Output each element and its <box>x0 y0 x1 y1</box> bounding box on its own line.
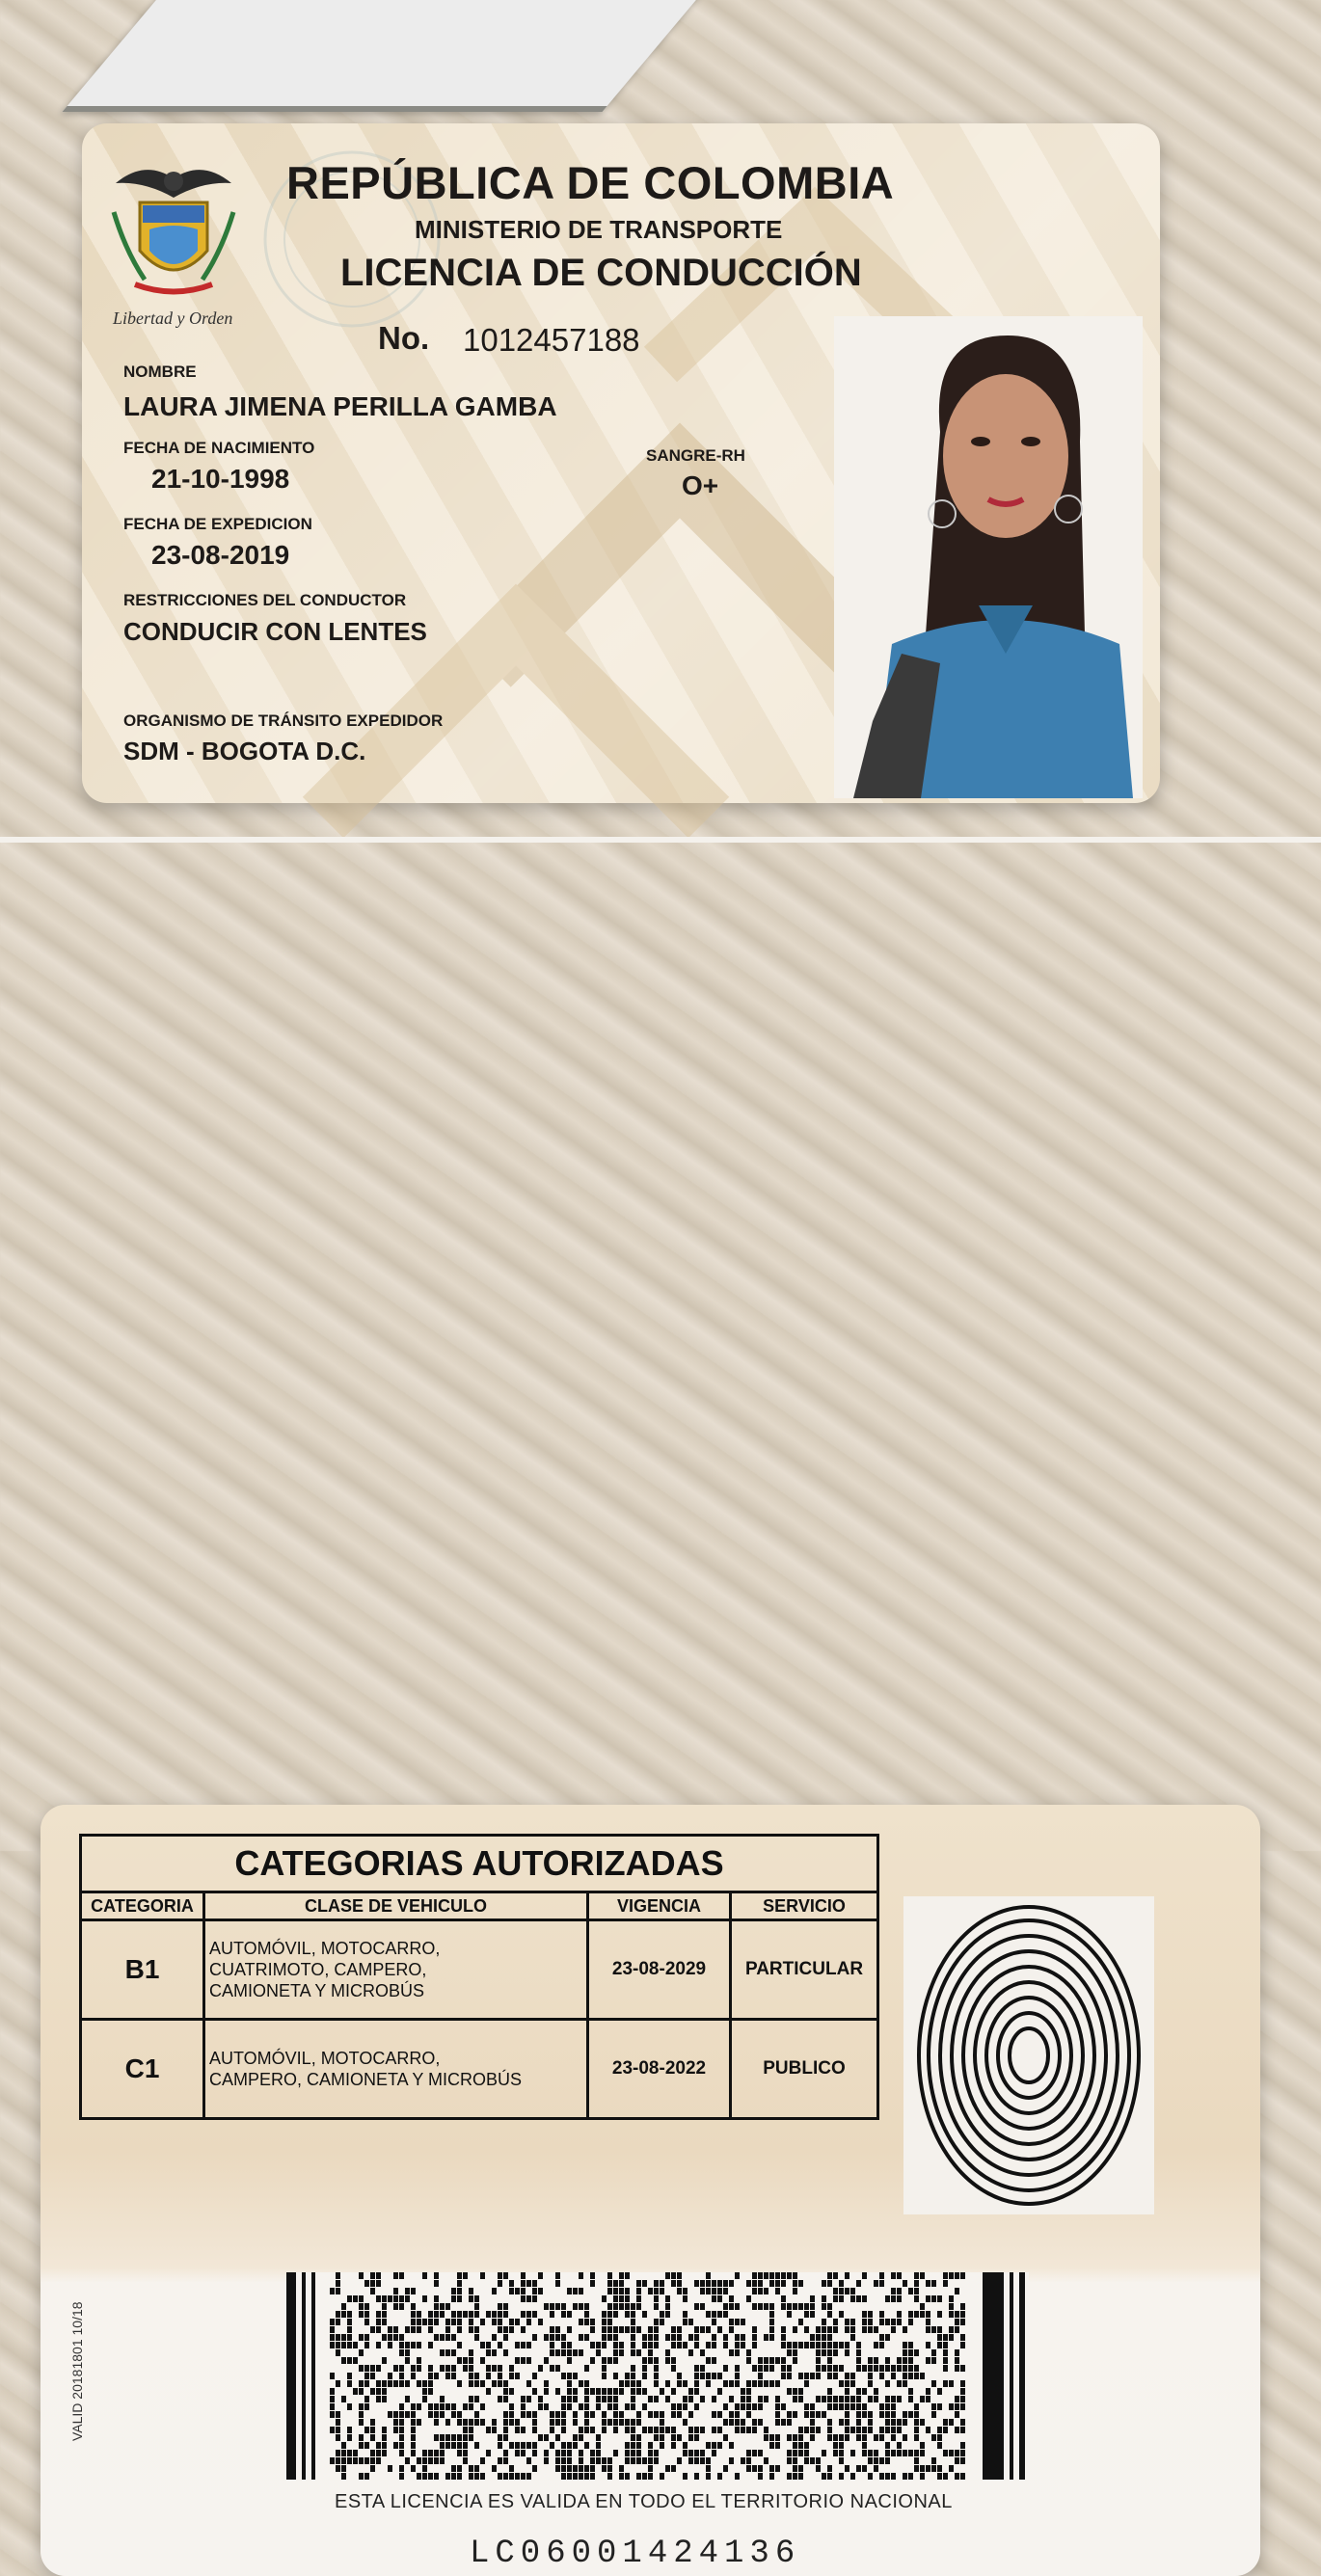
vehicle-class: AUTOMÓVIL, MOTOCARRO, CAMPERO, CAMIONETA Y MICROBÚS <box>204 2020 588 2119</box>
issue-label: FECHA DE EXPEDICION <box>123 515 312 533</box>
blood-label: SANGRE-RH <box>646 446 745 465</box>
front-photo <box>0 0 1321 839</box>
service-type: PARTICULAR <box>731 1920 878 2020</box>
vehicle-class: AUTOMÓVIL, MOTOCARRO, CUATRIMOTO, CAMPERO, CAMIONETA Y MICROBÚS <box>204 1920 588 2020</box>
back-photo <box>0 841 1321 2572</box>
card-serial: LC06001424136 <box>470 2536 801 2572</box>
table-row <box>81 1920 878 2020</box>
holder-portrait <box>834 316 1143 798</box>
pdf417-barcode <box>286 2272 1029 2480</box>
birth-label: FECHA DE NACIMIENTO <box>123 439 315 457</box>
header-vigencia: VIGENCIA <box>588 1892 731 1920</box>
header-categoria: CATEGORIA <box>81 1892 204 1920</box>
ministry-title: MINISTERIO DE TRANSPORTE <box>415 215 783 244</box>
authority-value: SDM - BOGOTA D.C. <box>123 737 366 765</box>
coat-of-arms-icon <box>106 154 241 304</box>
name-label: NOMBRE <box>123 362 197 381</box>
table-title: CATEGORIAS AUTORIZADAS <box>81 1836 878 1892</box>
birth-date: 21-10-1998 <box>151 464 290 494</box>
valid-text: VALID 20181801 10/18 <box>69 2301 85 2441</box>
category-code: B1 <box>81 1920 204 2020</box>
category-code: C1 <box>81 2020 204 2119</box>
restrictions-label: RESTRICCIONES DEL CONDUCTOR <box>123 591 407 609</box>
license-back-card <box>40 1805 1260 2576</box>
table-row <box>81 2020 878 2119</box>
authority-label: ORGANISMO DE TRÁNSITO EXPEDIDOR <box>123 711 444 730</box>
fingerprint-icon <box>903 1896 1154 2214</box>
country-title: REPÚBLICA DE COLOMBIA <box>286 157 895 208</box>
validity-date: 23-08-2022 <box>588 2020 731 2119</box>
categories-table <box>79 1834 879 2113</box>
valid-code <box>69 2267 93 2460</box>
blood-type: O+ <box>682 470 719 500</box>
service-type: PUBLICO <box>731 2020 878 2119</box>
number-label: No. <box>378 320 430 356</box>
document-title: LICENCIA DE CONDUCCIÓN <box>340 252 862 294</box>
territory-notice: ESTA LICENCIA ES VALIDA EN TODO EL TERRITORIO NACIONAL <box>335 2491 953 2512</box>
license-number: 1012457188 <box>463 322 640 358</box>
header-servicio: SERVICIO <box>731 1892 878 1920</box>
window-frame <box>63 0 729 112</box>
issue-date: 23-08-2019 <box>151 540 290 570</box>
holder-name: LAURA JIMENA PERILLA GAMBA <box>123 391 557 421</box>
validity-date: 23-08-2029 <box>588 1920 731 2020</box>
motto-text: Libertad y Orden <box>113 309 233 328</box>
license-front-card <box>82 123 1160 803</box>
header-clase: CLASE DE VEHICULO <box>204 1892 588 1920</box>
restrictions-value: CONDUCIR CON LENTES <box>123 617 427 646</box>
